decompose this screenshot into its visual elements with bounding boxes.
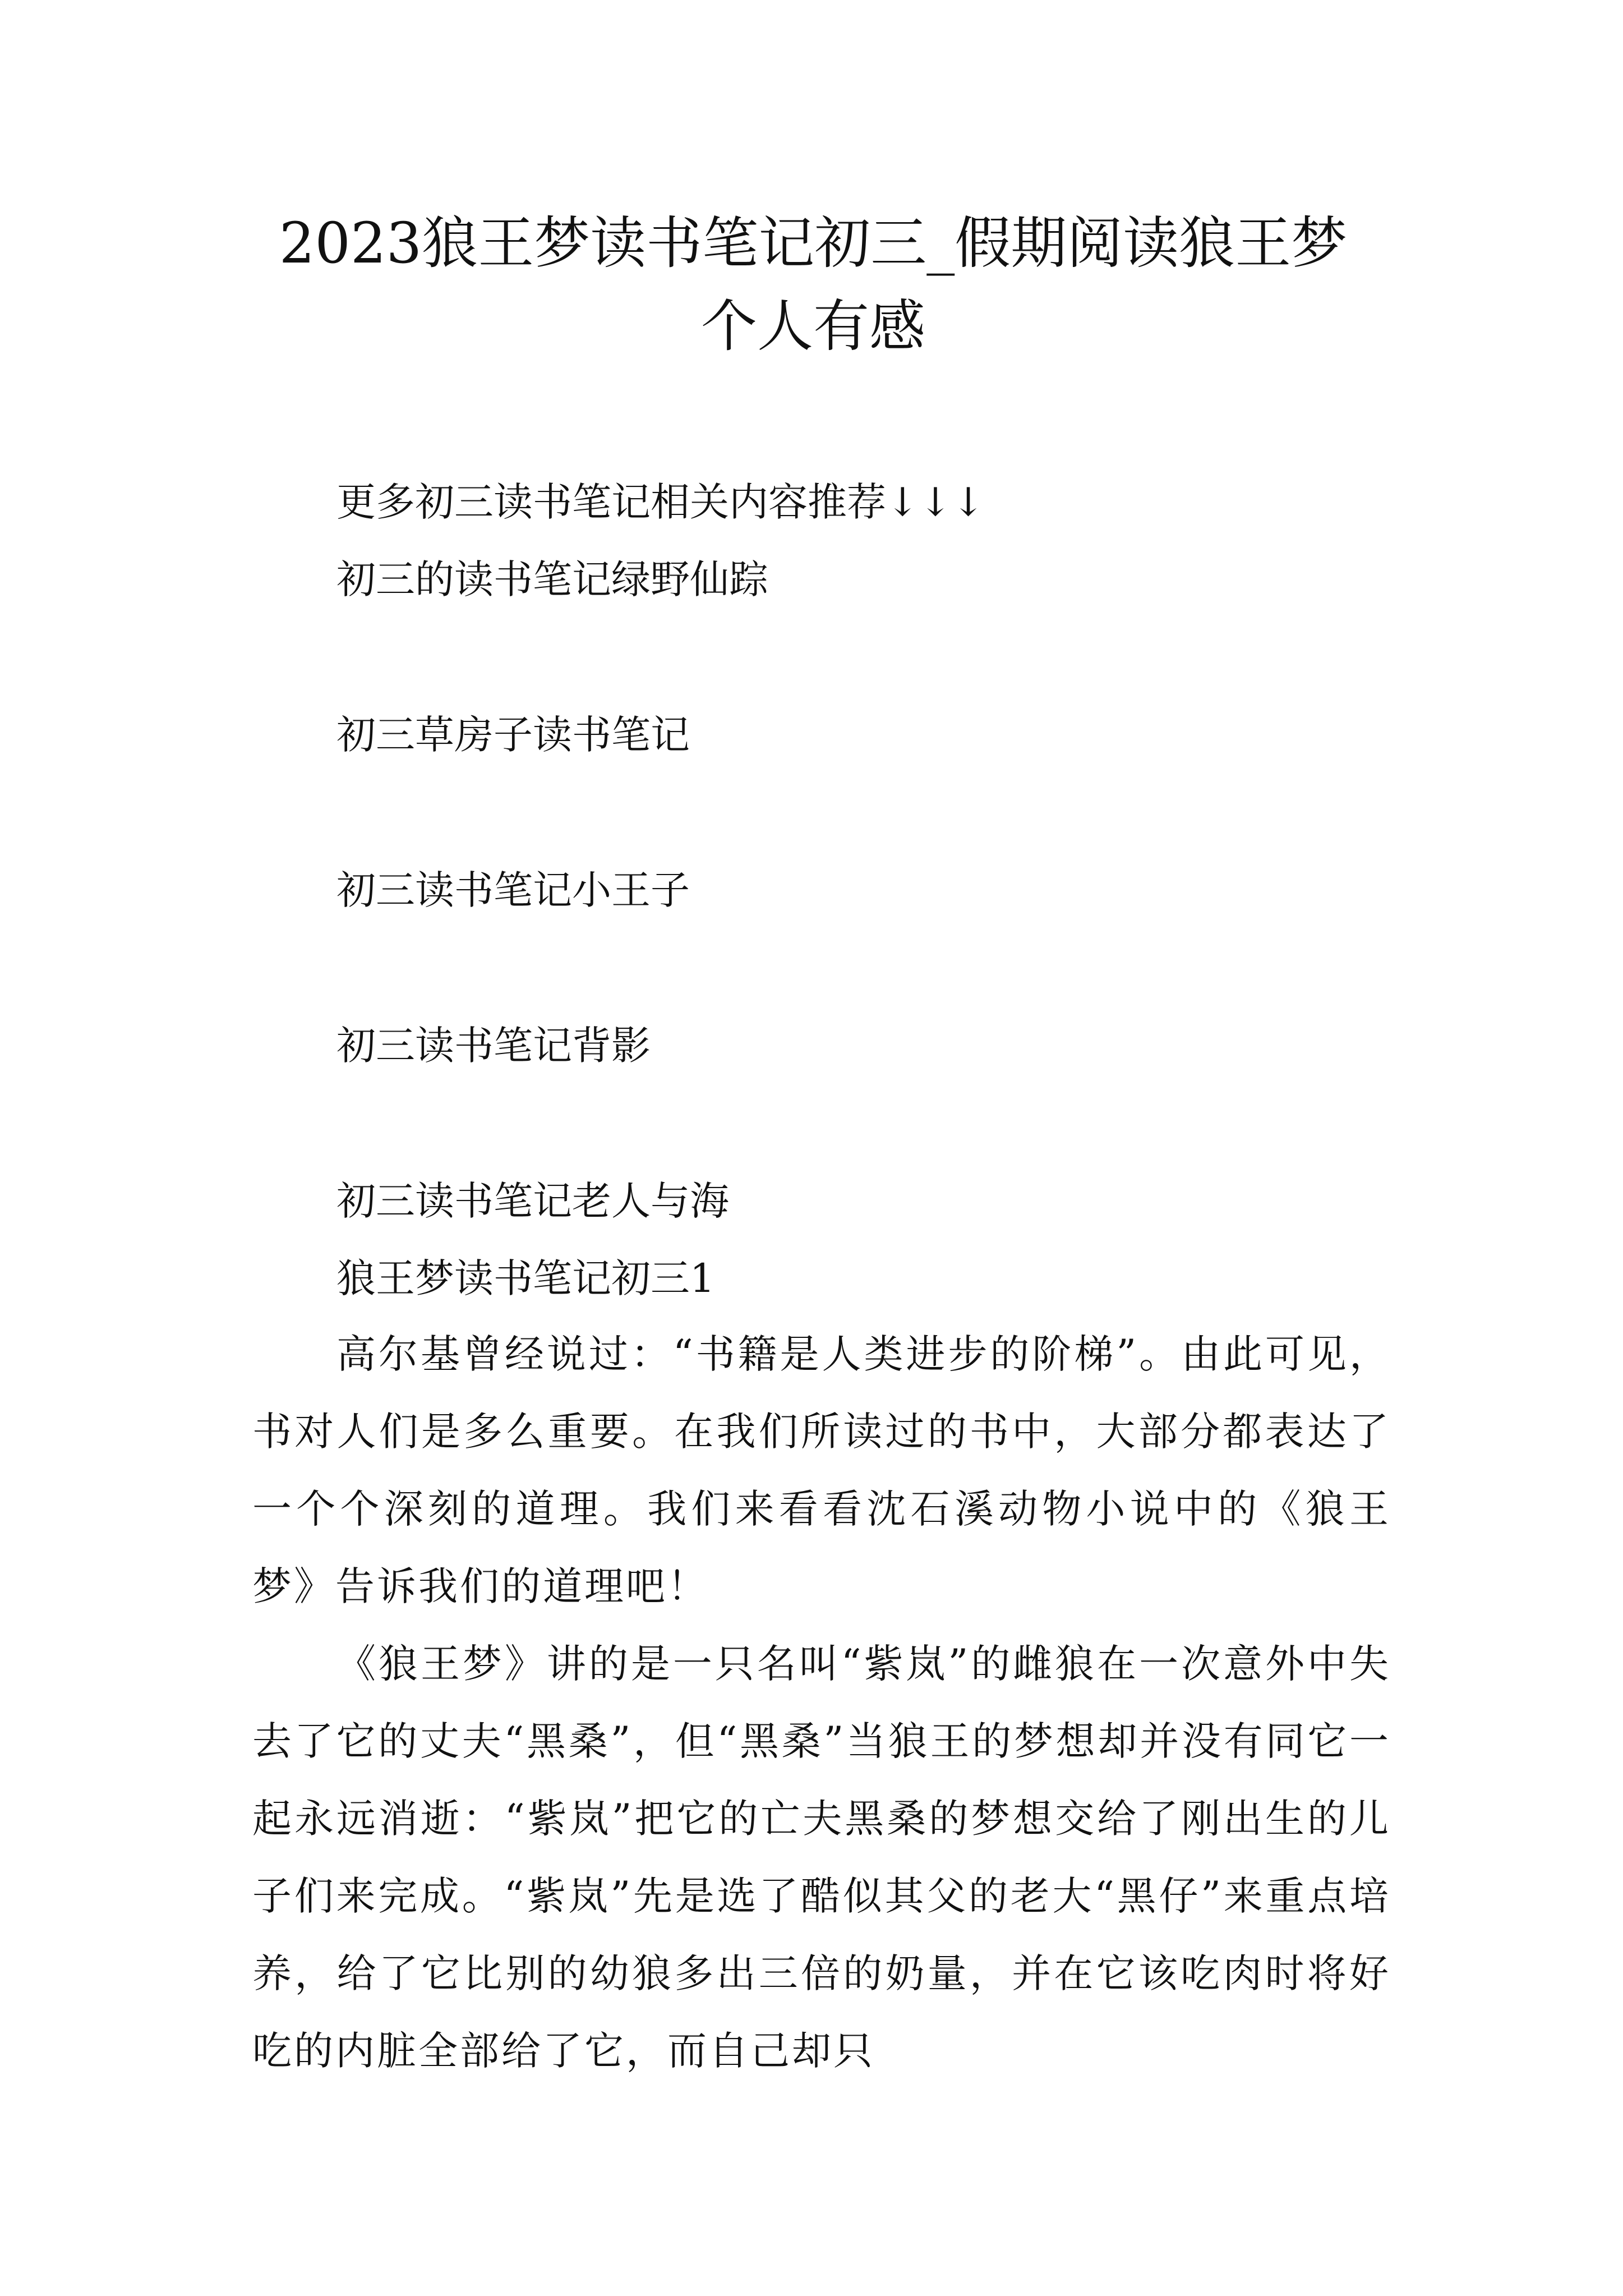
section-heading: 狼王梦读书笔记初三1 — [336, 1255, 715, 1301]
page-title — [247, 202, 1380, 368]
title-line-1: 2023狼王梦读书笔记初三_假期阅读狼王梦 — [279, 210, 1348, 276]
body-paragraph-2: 《狼王梦》讲的是一只名叫“紫岚”的雌狼在一次意外中失去了它的丈夫“黑桑”，但“黑桑”当狼王的梦想却并没有同它一起永远消逝：“紫岚”把它的亡夫黑桑的梦想交给了刚出生的儿子们来完成。“紫岚”先是选了酷似其父的老大“黑仔”来重点培养，给了它比别的幼狼多出三倍的奶量，并在它该吃肉时将好吃的内脏全部给了它，而自己却只 — [252, 1641, 1391, 2074]
body-paragraph-1: 高尔基曾经说过：“书籍是人类进步的阶梯”。由此可见，书对人们是多么重要。在我们所读过的书中，大部分都表达了一个个深刻的道理。我们来看看沈石溪动物小说中的《狼王梦》告诉我们的道理吧！ — [252, 1331, 1391, 1609]
related-link-2[interactable]: 初三草房子读书笔记 — [336, 712, 690, 758]
related-link-4[interactable]: 初三读书笔记背影 — [336, 1023, 651, 1069]
recommend-heading: 更多初三读书笔记相关内容推荐↓↓↓ — [336, 479, 985, 525]
related-link-1[interactable]: 初三的读书笔记绿野仙踪 — [336, 556, 768, 602]
title-line-2: 个人有感 — [701, 293, 925, 359]
related-link-3[interactable]: 初三读书笔记小王子 — [336, 867, 690, 913]
related-link-5[interactable]: 初三读书笔记老人与海 — [336, 1178, 729, 1224]
